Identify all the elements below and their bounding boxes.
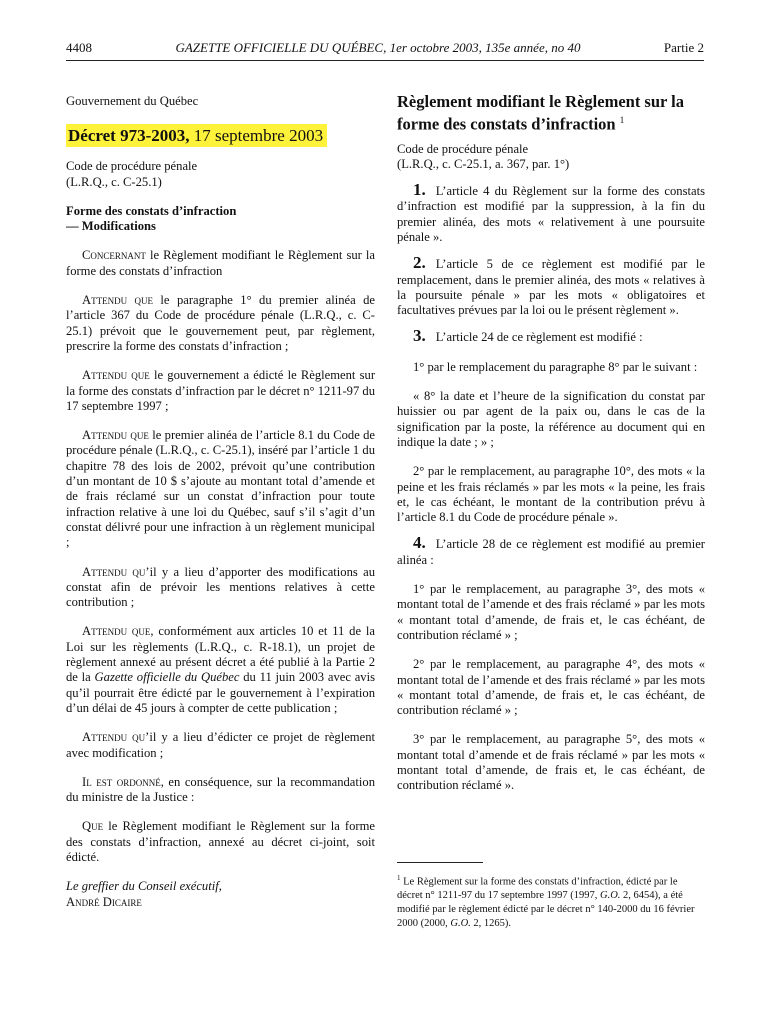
right-column (397, 86, 705, 931)
article-4: 4. L’article 28 de ce règlement est modifié au premier alinéa : (397, 533, 705, 567)
right-code-line-2: (L.R.Q., c. C-25.1, a. 367, par. 1°) (397, 156, 570, 171)
attendu-paragraph-4: Attendu qu’il y a lieu d’apporter des modifications au constat afin de prévoir les mentions relatives à cette contribution ; (66, 564, 375, 610)
article-2: 2. L’article 5 de ce règlement est modifié par le remplacement, dans le premier alinéa, des mots « relatives à la poursuite pénale » par les mots « obligatoires et facultatives prévues par la loi ou le présent règlement ». (397, 253, 705, 318)
code-line-1: Code de procédure pénale (66, 159, 198, 174)
article-3-quote: « 8° la date et l’heure de la signification du constat par huissier ou par agent de la paix ou, dans le cas de la signification par la poste, la référence au document qui en indique la date ; » ; (397, 389, 705, 449)
article-1: 1. L’article 4 du Règlement sur la forme des constats d’infraction est modifié par la suppression, à la fin du premier alinéa, des mots « relativement à une poursuite pénale ». (397, 180, 705, 244)
ordonne-paragraph: Il est ordonné, en conséquence, sur la recommandation du ministre de la Justice : (66, 774, 375, 805)
footnote-divider (397, 862, 483, 863)
article-3-paragraph-1: 1° par le remplacement du paragraphe 8° par le suivant : (413, 359, 698, 374)
page-header (66, 40, 704, 61)
decree-highlight (66, 124, 327, 147)
article-4-paragraph-1: 1° par le remplacement, au paragraphe 3°, des mots « montant total de l’amende et des frais réclamé » par les mots « montant total d’amende, de frais et, le cas échéant, de contribution réclamé » ; (397, 582, 705, 642)
concernant-paragraph: Concernant le Règlement modifiant le Règlement sur la forme des constats d’infraction (66, 248, 375, 278)
greffier-name: André Dicaire (66, 894, 142, 909)
decree-date: 17 septembre 2003 (189, 126, 324, 146)
attendu-paragraph-1: Attendu que le paragraphe 1° du premier alinéa de l’article 367 du Code de procédure pénale (L.R.Q., c. C-25.1) prévoit que le gouvernement peut, par règlement, prescrire la forme des constats d’infraction ; (66, 293, 376, 353)
article-3: 3. L’article 24 de ce règlement est modifié : (413, 326, 643, 346)
part-label: Partie 2 (663, 40, 704, 55)
attendu-paragraph-5: Attendu que, conformément aux articles 10 et 11 de la Loi sur les règlements (L.R.Q., c. R-18.1), un projet de règlement annexé au présent décret a été publié à la Partie 2 de la Gazette officielle du Québec du 11 juin 2003 avec avis qu’il pourrait être édicté par le gouvernement à l’expiration d’un délai de 45 jours à compter de cette publication ; (66, 624, 375, 715)
subject-line-1: Forme des constats d’infraction (66, 203, 237, 218)
footnote: $^1$ Le Règlement sur la forme des constats d’infraction, édicté par le décret n° 1211-97 du 17 septembre 1997 (1997, G.O. 2, 6454), a été modifié par le règlement édicté par le décret n° 140-2000 du 16 février 2000 (2000, G.O. 2, 1265). (397, 873, 695, 930)
left-column (66, 86, 375, 910)
attendu-paragraph-6: Attendu qu’il y a lieu d’édicter ce projet de règlement avec modification ; (66, 730, 375, 760)
footnote-ref: 1 (619, 115, 625, 125)
greffier-title: Le greffier du Conseil exécutif, (66, 879, 222, 894)
right-code-line-1: Code de procédure pénale (397, 141, 529, 156)
page-number: 4408 (66, 40, 92, 55)
attendu-paragraph-3: Attendu que le premier alinéa de l’article 8.1 du Code de procédure pénale (L.R.Q., c. C-25.1), inséré par l’article 1 du chapitre 78 des lois de 2002, prévoit qu’une contribution d’un montant de 10 $ s’ajoute au montant total d’amende et de frais réclamé sur un constat d’infraction pour toute infraction relative à une loi du Québec, sauf s’il s’agit d’un constat délivré pour une infraction à un règlement municipal ; (66, 428, 376, 550)
decree-heading (66, 125, 375, 147)
article-4-paragraph-2: 2° par le remplacement, au paragraphe 4°, des mots « montant total de l’amende et des frais réclamé » par les mots « montant total d’amende, de frais et, le cas échéant, de contribution réclamé » ; (397, 657, 705, 718)
article-3-paragraph-2: 2° par le remplacement, au paragraphe 10°, des mots « la peine et les frais réclamés » par les mots « la peine, les frais et, le cas échéant, le montant de la contribution prévu à l’article 8.1 du Code de procédure pénale ». (397, 464, 705, 525)
attendu-paragraph-2: Attendu que le gouvernement a édicté le Règlement sur la forme des constats d’infraction par le décret n° 1211-97 du 17 septembre 1997 ; (66, 368, 376, 413)
article-4-paragraph-3: 3° par le remplacement, au paragraphe 5°, des mots « montant total d’amende et de frais réclamé » par les mots « montant total d’amende, de frais et, le cas échéant, de contribution réclamé ». (397, 732, 705, 793)
decree-number: Décret 973-2003, (68, 126, 190, 146)
que-paragraph: Que le Règlement modifiant le Règlement sur la forme des constats d’infraction, annexé au décret ci-joint, soit édicté. (66, 819, 375, 864)
regulation-title: Règlement modifiant le Règlement sur la forme des constats d’infraction $^1$ (397, 92, 685, 134)
gazette-title: GAZETTE OFFICIELLE DU QUÉBEC, 1er octobre 2003, 135e année, no 40 (175, 40, 581, 55)
government-label: Gouvernement du Québec (66, 94, 199, 108)
subject-line-2: — Modifications (66, 219, 156, 234)
code-line-2: (L.R.Q., c. C-25.1) (66, 174, 162, 189)
